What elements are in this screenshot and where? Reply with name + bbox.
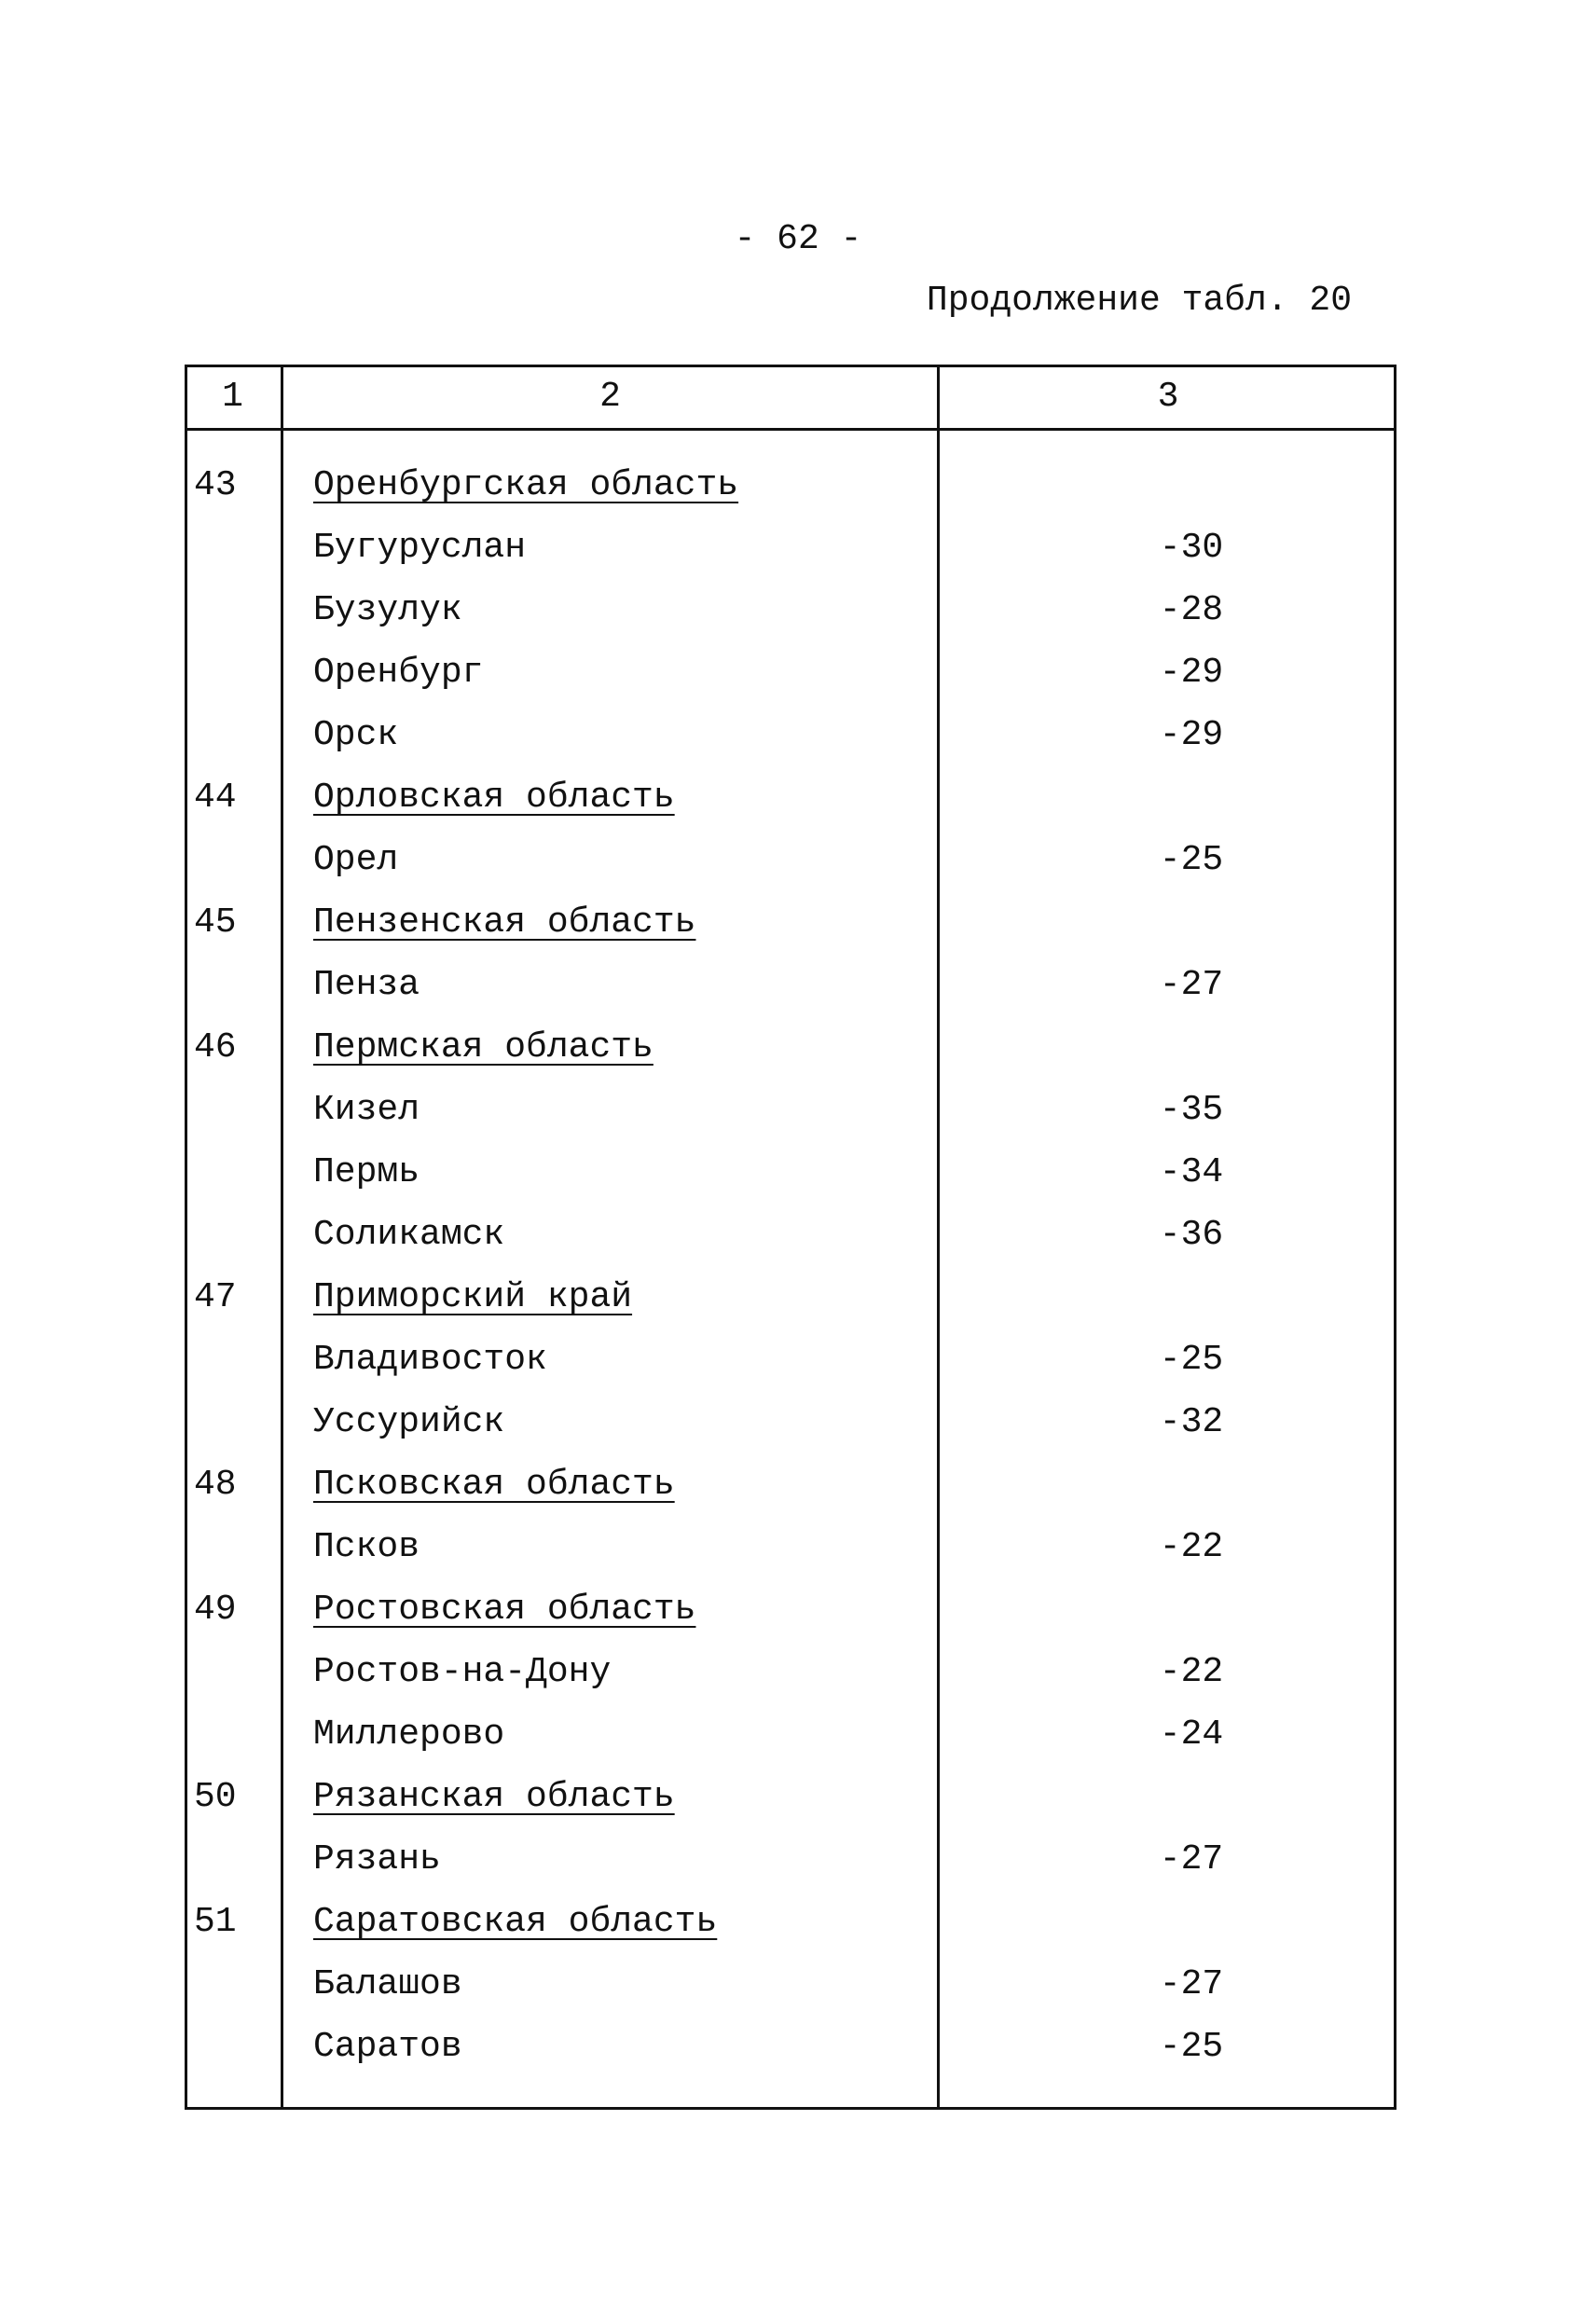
table-row [185,766,1396,829]
city-name: Саратов [313,2027,462,2067]
city-name: Орел [313,840,399,880]
row-number: 49 [194,1590,237,1630]
row-number: 48 [194,1465,237,1505]
table-bottom-border [185,2107,1396,2110]
temperature-value: -25 [1159,2027,1224,2067]
table-continuation-caption: Продолжение табл. 20 [926,281,1352,321]
region-name: Пензенская область [313,902,696,943]
temperature-value: -25 [1159,840,1224,880]
city-name: Бугуруслан [313,528,527,568]
temperature-value: -25 [1159,1340,1224,1380]
table-row [185,2016,1396,2078]
city-name: Соликамск [313,1215,505,1255]
temperature-value: -27 [1159,1839,1224,1879]
row-number: 50 [194,1777,237,1817]
region-name: Пермская область [313,1027,654,1067]
table-row [185,1391,1396,1453]
row-number: 44 [194,778,237,818]
city-name: Пермь [313,1152,420,1192]
region-name: Приморский край [313,1277,633,1317]
temperature-value: -24 [1159,1714,1224,1755]
row-number: 45 [194,902,237,943]
table-row [185,1453,1396,1516]
city-name: Оренбург [313,653,484,693]
city-name: Рязань [313,1839,441,1879]
row-number: 51 [194,1902,237,1942]
region-name: Псковская область [313,1465,675,1505]
table-row [185,1766,1396,1828]
table-row [185,1641,1396,1703]
region-name: Оренбургская область [313,465,739,505]
table-row [185,891,1396,954]
city-name: Бузулук [313,590,462,630]
row-number: 46 [194,1027,237,1067]
city-name: Владивосток [313,1340,547,1380]
table-row [185,1703,1396,1766]
table-row [185,641,1396,704]
temperature-value: -27 [1159,1964,1224,2004]
header-col-1: 1 [222,376,243,417]
temperature-value: -22 [1159,1527,1224,1567]
region-name: Рязанская область [313,1777,675,1817]
header-bottom-border [185,428,1396,431]
header-col-3: 3 [1157,376,1179,417]
temperature-value: -34 [1159,1152,1224,1192]
temperature-value: -29 [1159,715,1224,755]
region-name: Ростовская область [313,1590,696,1630]
temperature-value: -36 [1159,1215,1224,1255]
table-row [185,1141,1396,1204]
city-name: Пенза [313,965,420,1005]
table-row [185,1828,1396,1891]
city-name: Миллерово [313,1714,505,1755]
temperature-value: -30 [1159,528,1224,568]
city-name: Уссурийск [313,1402,505,1442]
table-row [185,829,1396,891]
table-row [185,1329,1396,1391]
city-name: Ростов-на-Дону [313,1652,612,1692]
table-row [185,1266,1396,1329]
table-row [185,1204,1396,1266]
region-name: Орловская область [313,778,675,818]
header-col-2: 2 [599,376,621,417]
temperature-value: -28 [1159,590,1224,630]
temperature-value: -29 [1159,653,1224,693]
data-table [185,365,1396,2110]
table-row [185,579,1396,641]
temperature-value: -35 [1159,1090,1224,1130]
table-row [185,1516,1396,1578]
row-number: 47 [194,1277,237,1317]
table-row [185,454,1396,516]
city-name: Орск [313,715,399,755]
temperature-value: -32 [1159,1402,1224,1442]
table-row [185,704,1396,766]
table-row [185,1079,1396,1141]
table-row [185,1578,1396,1641]
table-row [185,1953,1396,2016]
row-number: 43 [194,465,237,505]
city-name: Балашов [313,1964,462,2004]
table-row [185,954,1396,1016]
page-number: - 62 - [734,219,862,259]
table-row [185,1016,1396,1079]
region-name: Саратовская область [313,1902,718,1942]
city-name: Псков [313,1527,420,1567]
temperature-value: -22 [1159,1652,1224,1692]
city-name: Кизел [313,1090,420,1130]
table-row [185,1891,1396,1953]
table-row [185,516,1396,579]
temperature-value: -27 [1159,965,1224,1005]
